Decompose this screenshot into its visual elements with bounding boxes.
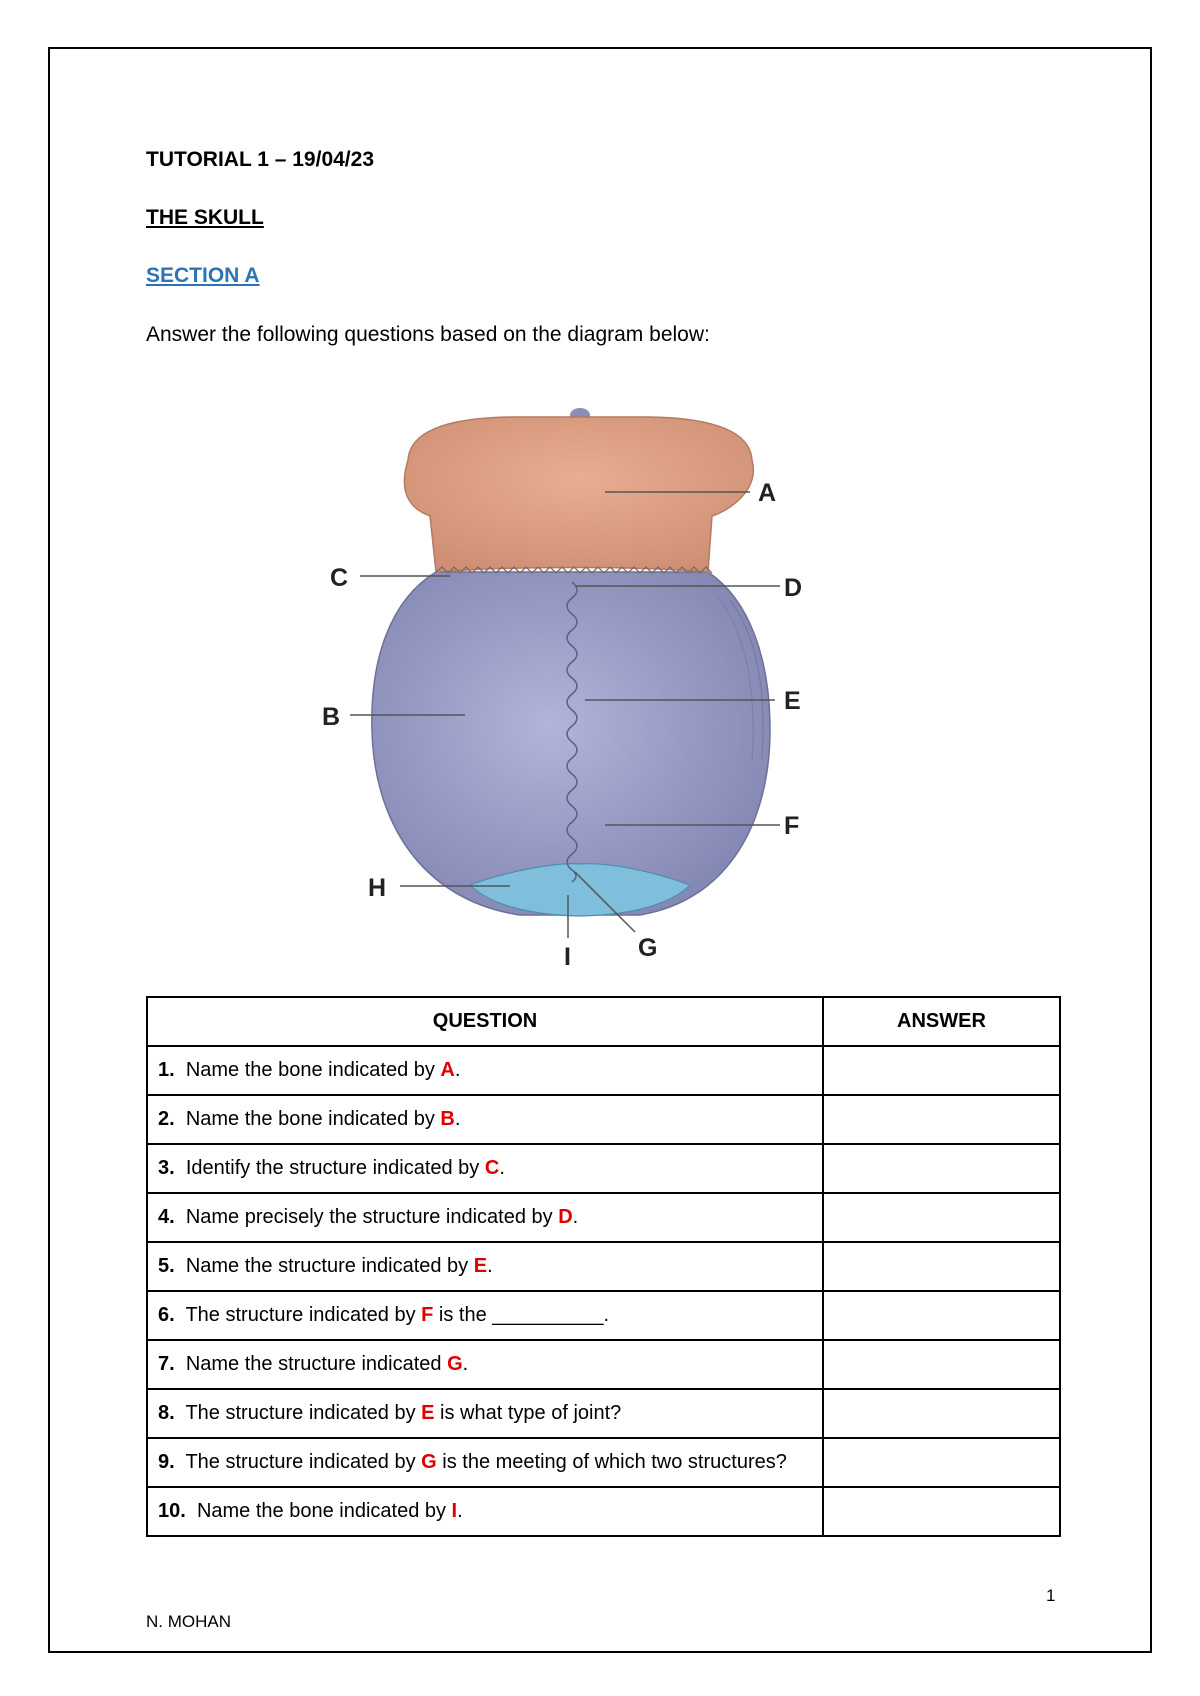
question-text-end: . (457, 1500, 463, 1522)
frontal-region (404, 417, 753, 572)
table-row (147, 1389, 1060, 1438)
label-d: D (784, 574, 803, 602)
question-text: The structure indicated by (185, 1451, 422, 1473)
answer-cell[interactable] (823, 1242, 1060, 1291)
question-text-end: is what type of joint? (434, 1402, 622, 1424)
section-heading: SECTION A (146, 264, 260, 287)
question-number: 3. (158, 1157, 175, 1179)
question-reference-letter: C (484, 1157, 500, 1179)
label-e: E (784, 687, 801, 715)
question-cell (147, 1340, 823, 1389)
question-number: 6. (158, 1304, 175, 1326)
question-text-end: . (462, 1353, 469, 1375)
answer-cell[interactable] (823, 1487, 1060, 1536)
label-c: C (330, 564, 349, 592)
question-text-end: . (454, 1108, 461, 1130)
answer-cell[interactable] (823, 1340, 1060, 1389)
answer-cell[interactable] (823, 1389, 1060, 1438)
question-reference-letter: A (440, 1059, 455, 1081)
table-row (147, 1438, 1060, 1487)
table-header-row (147, 997, 1060, 1046)
question-text-end: . (499, 1157, 505, 1179)
table-row (147, 1487, 1060, 1536)
table-row (147, 1291, 1060, 1340)
question-cell (147, 1438, 823, 1487)
label-i: I (564, 943, 571, 970)
question-text: Name the bone indicated by (185, 1059, 441, 1081)
answer-cell[interactable] (823, 1291, 1060, 1340)
skull-diagram (310, 400, 850, 970)
question-table (146, 996, 1061, 1537)
question-text-end: . (572, 1206, 579, 1228)
answer-cell[interactable] (823, 1095, 1060, 1144)
question-text: Identify the structure indicated by (185, 1157, 485, 1179)
question-reference-letter: F (421, 1304, 434, 1326)
question-cell (147, 1095, 823, 1144)
question-reference-letter: B (440, 1108, 455, 1130)
label-g: G (638, 934, 658, 962)
label-f: F (784, 812, 800, 840)
question-reference-letter: D (558, 1206, 573, 1228)
table-row (147, 1242, 1060, 1291)
question-text: The structure indicated by (185, 1402, 422, 1424)
question-table-body (147, 1046, 1060, 1536)
question-number: 8. (158, 1402, 175, 1424)
question-cell (147, 1487, 823, 1536)
footer-author: N. MOHAN (146, 1612, 231, 1631)
question-reference-letter: E (421, 1402, 435, 1424)
question-reference-letter: G (421, 1451, 437, 1473)
question-reference-letter: G (447, 1353, 463, 1375)
question-text: Name precisely the structure indicated by (185, 1206, 559, 1228)
label-a: A (758, 479, 777, 507)
table-row (147, 1095, 1060, 1144)
question-cell (147, 1389, 823, 1438)
answer-cell[interactable] (823, 1144, 1060, 1193)
question-cell (147, 1242, 823, 1291)
question-number: 2. (158, 1108, 175, 1130)
question-text-end: is the meeting of which two structures? (436, 1451, 787, 1473)
table-row (147, 1340, 1060, 1389)
question-cell (147, 1144, 823, 1193)
question-number: 4. (158, 1206, 175, 1228)
question-number: 5. (158, 1255, 175, 1277)
question-header: QUESTION (147, 997, 823, 1046)
table-row (147, 1193, 1060, 1242)
table-row (147, 1144, 1060, 1193)
label-h: H (368, 874, 387, 902)
answer-cell[interactable] (823, 1046, 1060, 1095)
page-title: TUTORIAL 1 – 19/04/23 (146, 148, 374, 171)
answer-cell[interactable] (823, 1193, 1060, 1242)
question-reference-letter: E (473, 1255, 488, 1277)
question-text-end: . (487, 1255, 493, 1277)
question-text: Name the bone indicated by (196, 1500, 452, 1522)
question-reference-letter: I (451, 1500, 458, 1522)
page-subtitle: THE SKULL (146, 206, 264, 229)
question-text-end: is the __________. (433, 1304, 610, 1326)
question-text: Name the structure indicated by (185, 1255, 474, 1277)
question-text: Name the bone indicated by (185, 1108, 441, 1130)
answer-header: ANSWER (823, 997, 1060, 1046)
question-text: Name the structure indicated (185, 1353, 448, 1375)
page-number: 1 (1046, 1586, 1056, 1605)
question-number: 10. (158, 1500, 186, 1522)
question-cell (147, 1193, 823, 1242)
question-cell (147, 1046, 823, 1095)
table-row (147, 1046, 1060, 1095)
instructions-text: Answer the following questions based on the diagram below: (146, 323, 710, 346)
question-number: 1. (158, 1059, 175, 1081)
question-cell (147, 1291, 823, 1340)
question-number: 9. (158, 1451, 175, 1473)
label-b: B (322, 703, 341, 731)
answer-cell[interactable] (823, 1438, 1060, 1487)
question-text-end: . (454, 1059, 461, 1081)
question-text: The structure indicated by (185, 1304, 422, 1326)
question-number: 7. (158, 1353, 175, 1375)
